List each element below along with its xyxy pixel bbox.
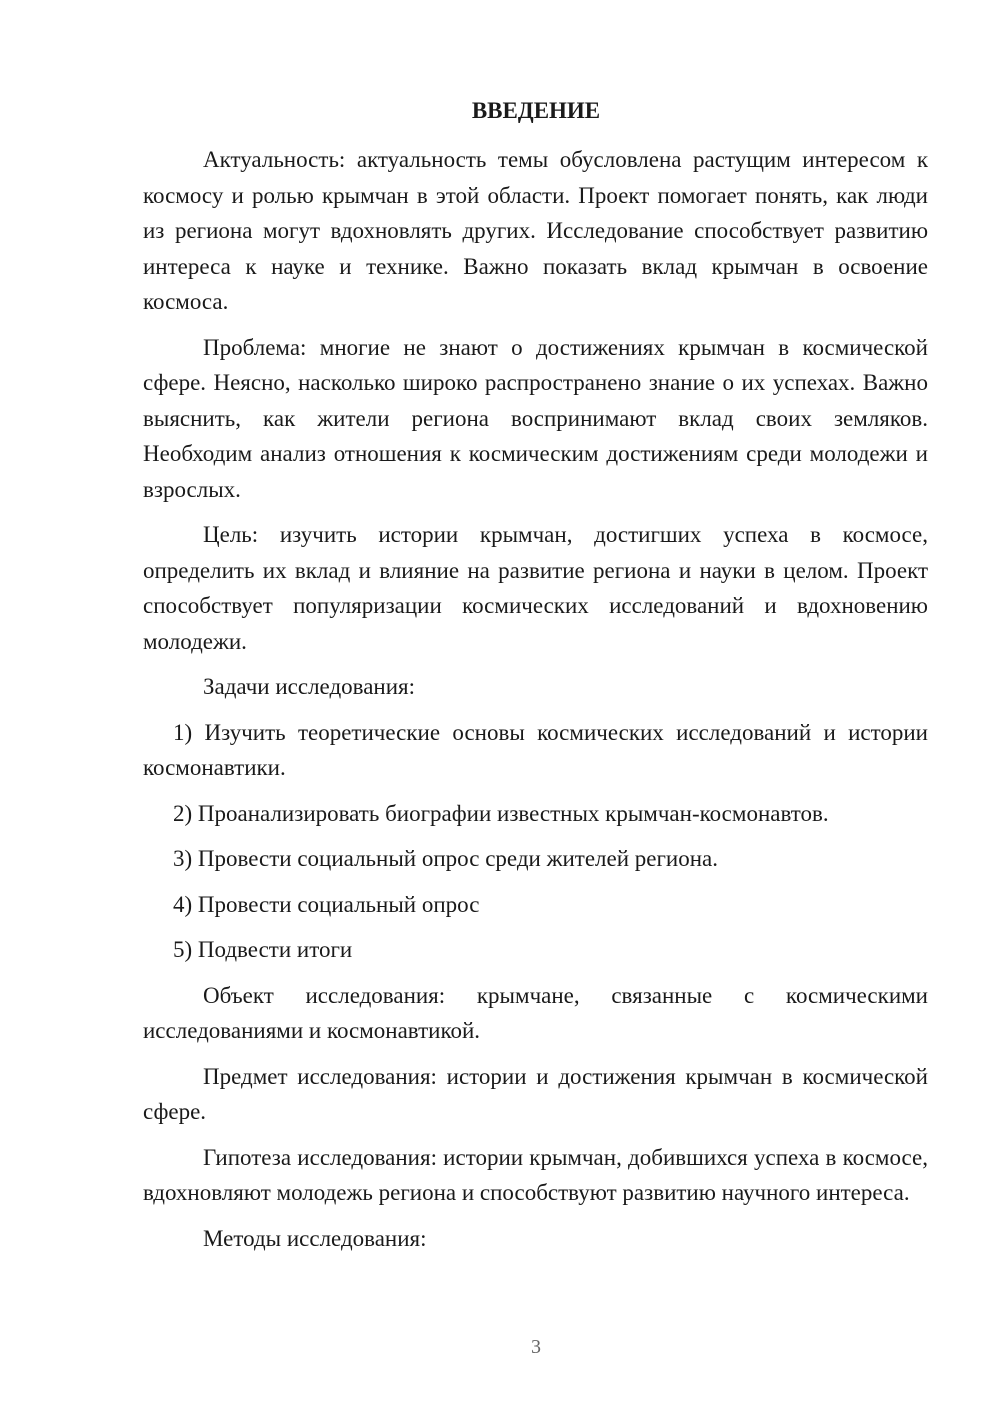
- list-item: 1) Изучить теоретические основы космических исследований и истории космонавтики.: [143, 719, 928, 780]
- page-heading: ВВЕДЕНИЕ: [471, 98, 601, 123]
- list-item: 5) Подвести итоги: [173, 937, 353, 962]
- paragraph-object: Объект исследования: крымчане, связанные с космическими исследованиями и космонавтикой.: [143, 982, 928, 1043]
- paragraph-hypothesis: Гипотеза исследования: истории крымчан, добившихся успеха в космосе, вдохновляют молодежь региона и способствуют развитию научного интереса.: [143, 1144, 928, 1205]
- page-number: 3: [531, 1336, 541, 1358]
- body-text: [143, 142, 928, 1266]
- list-item: 3) Провести социальный опрос среди жителей региона.: [173, 846, 719, 871]
- paragraph-problem: Проблема: многие не знают о достижениях крымчан в космической сфере. Неясно, насколько широко распространено знание о их успехах. Важно выяснить, как жители региона воспринимают вклад своих земляков. Необходим анализ отношения к космическим достижениям среди молодежи и взрослых.: [143, 334, 928, 502]
- tasks-list: [143, 715, 928, 968]
- list-item: 4) Провести социальный опрос: [173, 891, 480, 917]
- paragraph-subject: Предмет исследования: истории и достижения крымчан в космической сфере.: [143, 1063, 928, 1124]
- tasks-title: Задачи исследования:: [203, 674, 416, 699]
- paragraph-relevance: Актуальность: актуальность темы обусловлена растущим интересом к космосу и ролью крымчан в этой области. Проект помогает понять, как люди из региона могут вдохновлять других. Исследование способствует развитию интереса к науке и технике. Важно показать вклад крымчан в освоение космоса.: [143, 147, 928, 314]
- list-item: 2) Проанализировать биографии известных крымчан-космонавтов.: [173, 800, 829, 826]
- methods-title: Методы исследования:: [203, 1225, 427, 1251]
- paragraph-goal: Цель: изучить истории крымчан, достигших успеха в космосе, определить их вклад и влияние на развитие региона и науки в целом. Проект способствует популяризации космических исследований и вдохновению молодежи.: [143, 522, 928, 654]
